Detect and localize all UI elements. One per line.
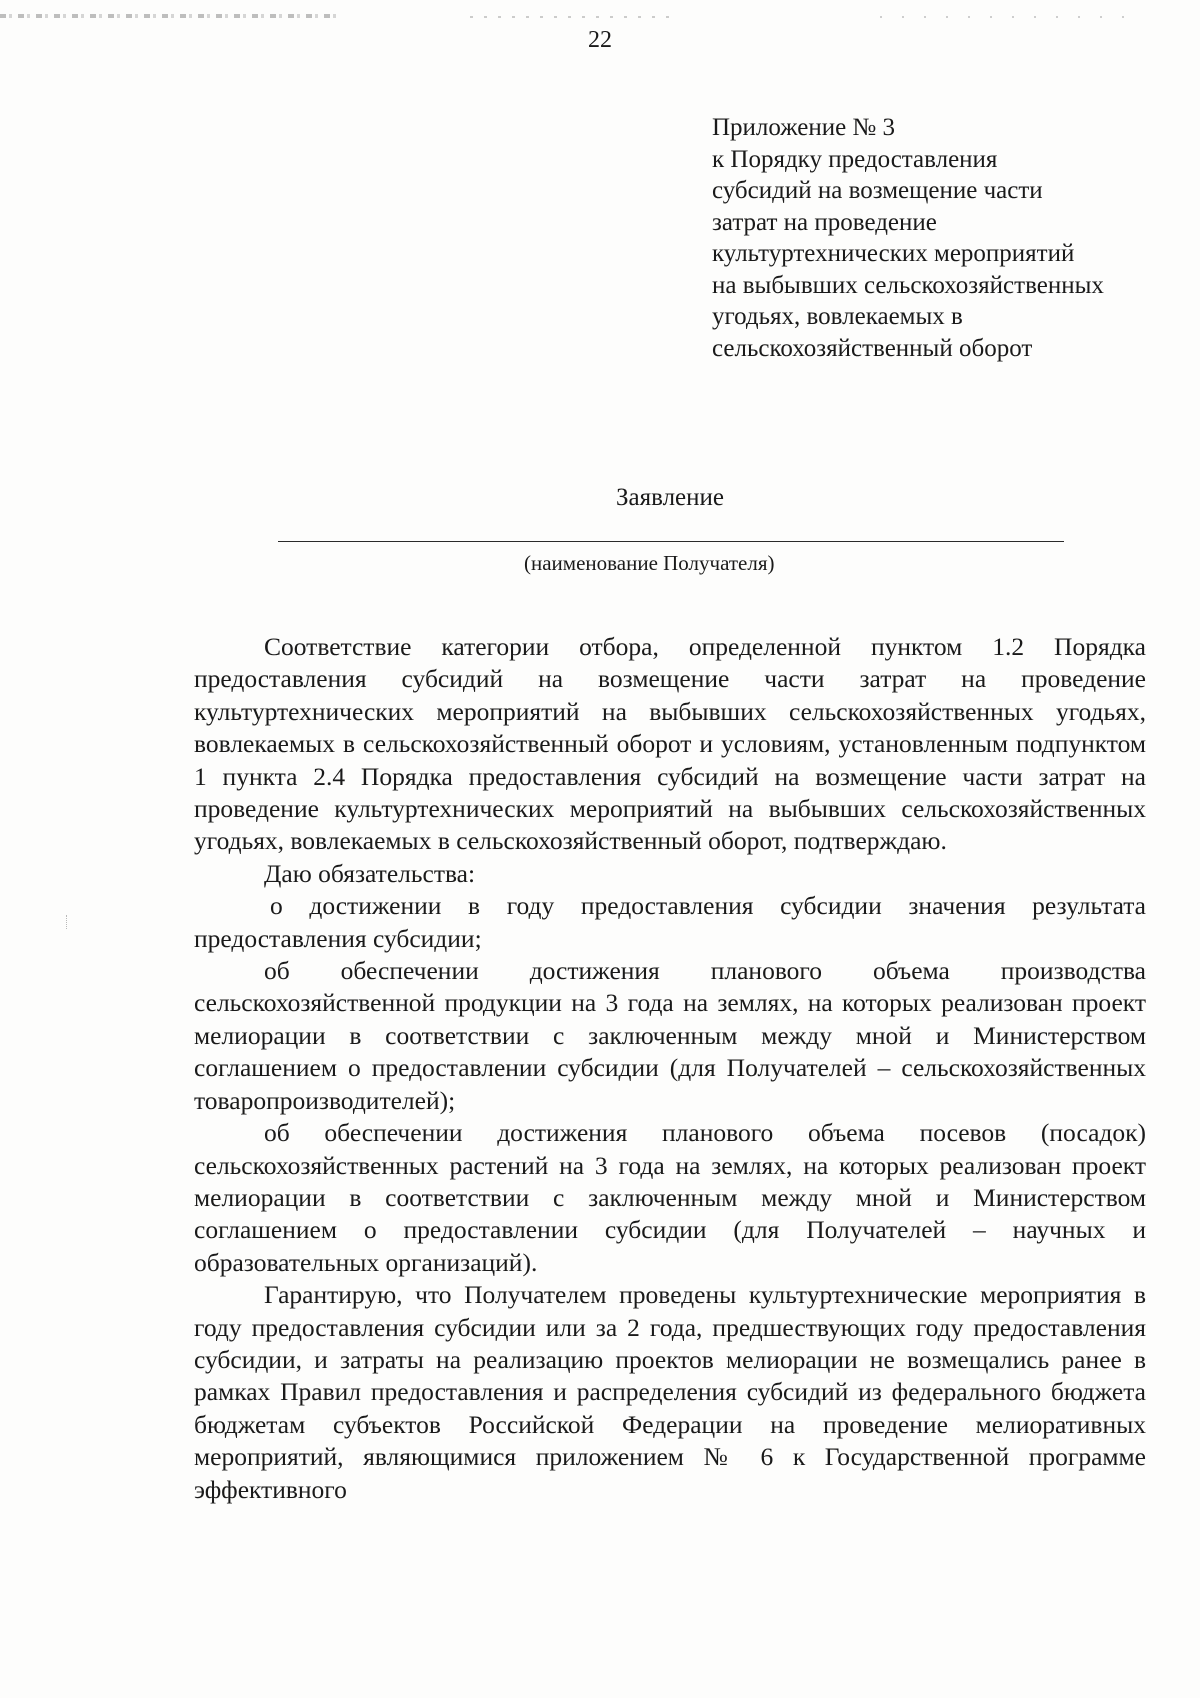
document-body [194,631,1146,1506]
recipient-caption: (наименование Получателя) [524,551,775,575]
recipient-name-line [278,541,1064,542]
page-number: 22 [588,27,612,53]
appendix-line: к Порядку предоставления [712,145,998,173]
scan-artifact [0,14,340,18]
appendix-line: культуртехнических мероприятий [712,240,1075,267]
body-paragraph: Гарантирую, что Получателем проведены культуртехнические мероприятия в году предоставления субсидии или за 2 года, предшествующих году предоставления субсидии, и затраты на реализацию проектов мелиорации не возмещались ранее в рамках Правил предоставления и распределения субсидий из федерального бюджета бюджетам субъектов Российской Федерации на проведение мелиоративных мероприятий, являющимися приложением № 6 к Государственной программе эффективного [194,1280,1146,1504]
body-paragraph: Даю обязательства: [264,858,476,888]
appendix-line: сельскохозяйственный оборот [712,334,1033,362]
appendix-line: субсидий на возмещение части [712,177,1043,204]
body-paragraph: о достижении в году предоставления субсидии значения результата предоставления субсидии; [194,891,1146,953]
appendix-line: на выбывших сельскохозяйственных [712,271,1104,299]
scan-artifact [880,16,1140,18]
appendix-line: Приложение № 3 [712,114,896,141]
appendix-line: угодьях, вовлекаемых в [712,303,963,330]
body-paragraph: об обеспечении достижения планового объема производства сельскохозяйственной продукции на 3 года на землях, на которых реализован проект мелиорации в соответствии с заключенным между мной и Министерством соглашением о предоставлении субсидии (для Получателей – сельскохозяйственных товаропроизводителей); [194,956,1146,1115]
appendix-line: затрат на проведение [712,208,937,236]
scan-artifact [66,915,73,929]
scan-artifact [470,16,680,18]
body-paragraph: Соответствие категории отбора, определенной пунктом 1.2 Порядка предоставления субсидий на возмещение части затрат на проведение культуртехнических мероприятий на выбывших сельскохозяйственных угодьях, вовлекаемых в сельскохозяйственный оборот и условиям, установленным подпунктом 1 пункта 2.4 Порядка предоставления субсидий на возмещение части затрат на проведение культуртехнических мероприятий на выбывших сельскохозяйственных угодьях, вовлекаемых в сельскохозяйственный оборот, подтверждаю. [194,632,1146,856]
body-paragraph: об обеспечении достижения планового объема посевов (посадок) сельскохозяйственных растений на 3 года на землях, на которых реализован проект мелиорации в соответствии с заключенным между мной и Министерством соглашением о предоставлении субсидии (для Получателей – научных и образовательных организаций). [194,1118,1146,1277]
document-title: Заявление [615,484,725,511]
appendix-header [712,112,1182,364]
